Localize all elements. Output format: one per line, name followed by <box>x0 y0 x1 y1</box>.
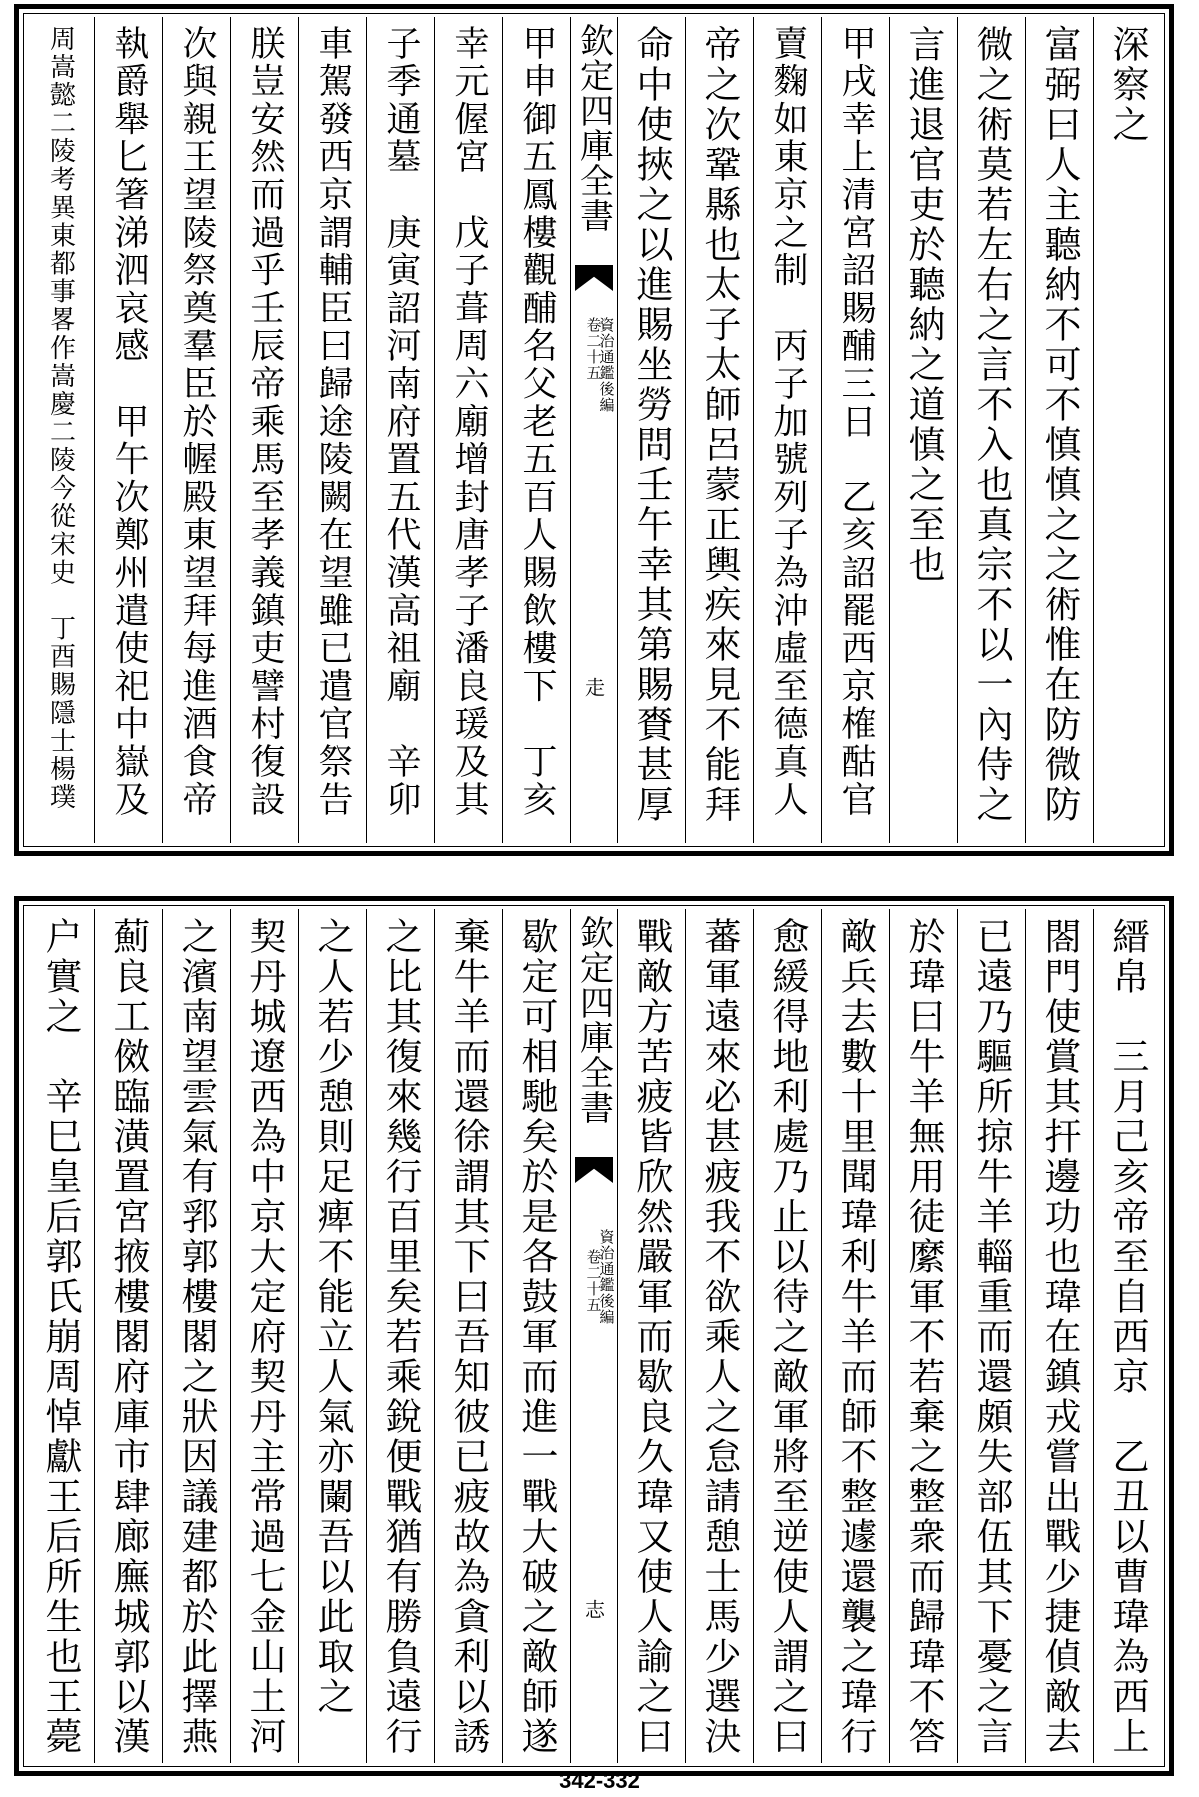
upper-text-columns <box>27 17 1161 843</box>
text-column: 甲申御五鳳樓觀酺名父老五百人賜飲樓下 丁亥 <box>517 25 557 819</box>
text-column: 薊良工傚臨潢置宮掖樓閣府庫市肆廊廡城郭以漢 <box>107 917 150 1757</box>
text-column: 賣麴如東京之制 丙子加號列子為沖虛至德真人 <box>768 25 808 819</box>
text-column: 閤門使賞其扞邊功也瑋在鎮戎嘗出戰少捷偵敵去 <box>1038 917 1081 1757</box>
text-column: 朕豈安然而過乎壬辰帝乘馬至孝義鎮吏譬村復設 <box>245 25 285 819</box>
text-column: 已遠乃驅所掠牛羊輜重而還頗失部伍其下憂之言 <box>970 917 1013 1757</box>
text-column: 次與親王望陵祭奠羣臣於幄殿東望拜每進酒食帝 <box>177 25 217 819</box>
text-column: 於瑋曰牛羊無用徒縻軍不若棄之整衆而歸瑋不答 <box>902 917 945 1757</box>
text-column: 命中使挾之以進賜坐勞問壬午幸其第賜賚甚厚 <box>630 25 673 825</box>
lower-text-columns <box>27 909 1161 1763</box>
spine-column <box>570 909 617 1763</box>
text-column: 言進退官吏於聽納之道慎之至也 <box>902 25 945 585</box>
leaf-number: 走 <box>581 677 606 697</box>
fish-tail-mark <box>575 265 613 291</box>
text-column: 縉帛 三月己亥帝至自西京 乙丑以曹瑋為西上 <box>1106 917 1149 1757</box>
fish-tail-mark <box>575 1157 613 1183</box>
spine-book-title: 資治通鑑後編 <box>597 1229 616 1325</box>
spine-title: 欽定四庫全書 <box>573 915 614 1125</box>
text-column: 歇定可相馳矣於是各鼓軍而進一戰大破之敵師遂 <box>515 917 558 1757</box>
text-column: 富弼曰人主聽納不可不慎慎之之術惟在防微防 <box>1038 25 1081 825</box>
lower-page <box>14 896 1174 1776</box>
spine-title: 欽定四庫全書 <box>573 23 614 233</box>
text-column: 戰敵方苦疲皆欣然嚴軍而歇良久瑋又使人諭之曰 <box>630 917 673 1757</box>
text-column: 蕃軍遠來必甚疲我不欲乘人之怠請憩士馬少選決 <box>698 917 741 1757</box>
text-column: 幸元偓宮 戊子葺周六廟增封唐孝子潘良瑗及其 <box>449 25 489 819</box>
text-column: 敵兵去數十里聞瑋利牛羊而師不整遽還襲之瑋行 <box>834 917 877 1757</box>
spine-volume: 卷二十五 <box>584 317 603 381</box>
text-column: 周嵩懿二陵考異東都事畧作嵩慶二陵今從宋史 丁酉賜隱士楊璞 <box>45 25 76 812</box>
text-column: 之比其復來幾行百里矣若乘銳便戰猶有勝負遠行 <box>379 917 422 1757</box>
upper-page <box>14 4 1174 856</box>
text-column: 微之術莫若左右之言不入也真宗不以一內侍之 <box>970 25 1013 825</box>
text-column: 執爵舉匕箸涕泗哀感 甲午次鄭州遣使祀中嶽及 <box>109 25 149 819</box>
page-number: 342-332 <box>559 1768 640 1793</box>
text-column: 契丹城遼西為中京大定府契丹主常過七金山土河 <box>243 917 286 1757</box>
leaf-number: 志 <box>581 1599 606 1619</box>
text-column: 深察之 <box>1106 25 1149 145</box>
text-column: 甲戌幸上清宮詔賜酺三日 乙亥詔罷西京榷酤官 <box>836 25 876 819</box>
text-column: 之濱南望雲氣有郛郭樓閣之狀因議建都於此擇燕 <box>175 917 218 1757</box>
spine-volume: 卷二十五 <box>584 1249 603 1313</box>
text-column: 棄牛羊而還徐謂其下曰吾知彼已疲故為貪利以誘 <box>447 917 490 1757</box>
text-column: 子季通墓 庚寅詔河南府置五代漢高祖廟 辛卯 <box>381 25 421 819</box>
text-column: 户實之 辛巳皇后郭氏崩周悼獻王后所生也王薨 <box>39 917 82 1757</box>
spine-column <box>570 17 617 843</box>
text-column: 帝之次鞏縣也太子太師呂蒙正輿疾來見不能拜 <box>698 25 741 825</box>
text-column: 愈緩得地利處乃止以待之敵軍將至逆使人謂之曰 <box>766 917 809 1757</box>
text-column: 之人若少憩則足痺不能立人氣亦闌吾以此取之 <box>311 917 354 1717</box>
spine-book-title: 資治通鑑後編 <box>597 317 616 413</box>
text-column: 車駕發西京謂輔臣曰歸途陵闕在望雖已遣官祭告 <box>313 25 353 819</box>
